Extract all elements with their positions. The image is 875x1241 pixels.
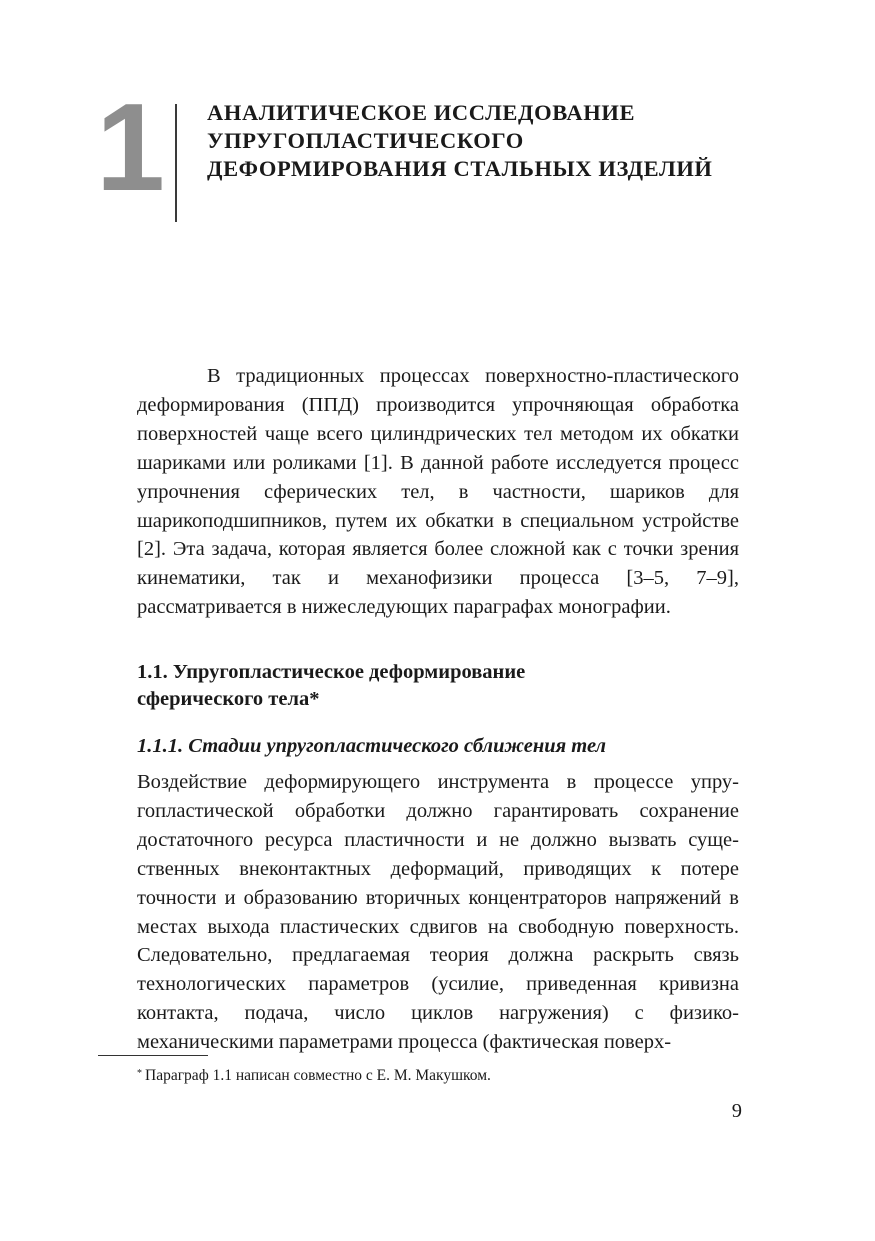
footnote-mark: *	[137, 1068, 142, 1079]
body-paragraph	[137, 768, 739, 1057]
footnote-text: Параграф 1.1 написан совместно с Е. М. Макушком.	[145, 1067, 491, 1084]
chapter-title-line-3: ДЕФОРМИРОВАНИЯ СТАЛЬНЫХ ИЗДЕЛИЙ	[207, 156, 713, 181]
chapter-title-line-1: АНАЛИТИЧЕСКОЕ ИССЛЕДОВАНИЕ	[207, 100, 636, 125]
body-paragraph-text: Воздействие деформирующего инструмента в процессе упругопластической обработки должно гарантировать сохранение достаточного ресурса пластичности и не должно вызвать существенных внеконтактных деформаций, приводящих к потере точности и образованию вторичных концентраторов напряжений в местах выхода пластических сдвигов на свободную поверхность. Следовательно, предлагаемая теория должна раскрыть связь технологических параметров (усилие, приведенная кривизна контакта, подача, число циклов нагружения) с физикомеханическими параметрами процесса (фактическая поверх-	[137, 771, 739, 1054]
footnote-divider	[98, 1055, 208, 1056]
footnote	[137, 1066, 737, 1086]
chapter-divider	[175, 104, 177, 222]
section-heading	[137, 659, 737, 713]
section-heading-line-1: 1.1. Упругопластическое деформирование	[137, 661, 526, 683]
section-heading-line-2: сферического тела*	[137, 688, 320, 710]
chapter-title	[207, 99, 767, 183]
subsection-heading: 1.1.1. Стадии упругопластического сближения тел	[137, 735, 607, 757]
intro-paragraph-text: В традиционных процессах поверхностно-пластического деформирования (ППД) производится упрочняющая обработка поверхностей чаще всего цилиндрических тел методом их обкатки шариками или роликами [1]. В данной работе исследуется процесс упрочнения сферических тел, в частности, шариков для шарикоподшипников, путем их обкатки в специальном устройстве [2]. Эта задача, которая является более сложной как с точки зрения кинематики, так и механофизики процесса [3–5, 7–9], рассматривается в нижеследующих параграфах монографии.	[137, 365, 739, 619]
chapter-title-line-2: УПРУГОПЛАСТИЧЕСКОГО	[207, 128, 524, 153]
intro-paragraph	[137, 362, 739, 622]
chapter-number: 1	[96, 79, 165, 217]
page-number: 9	[731, 1100, 742, 1122]
